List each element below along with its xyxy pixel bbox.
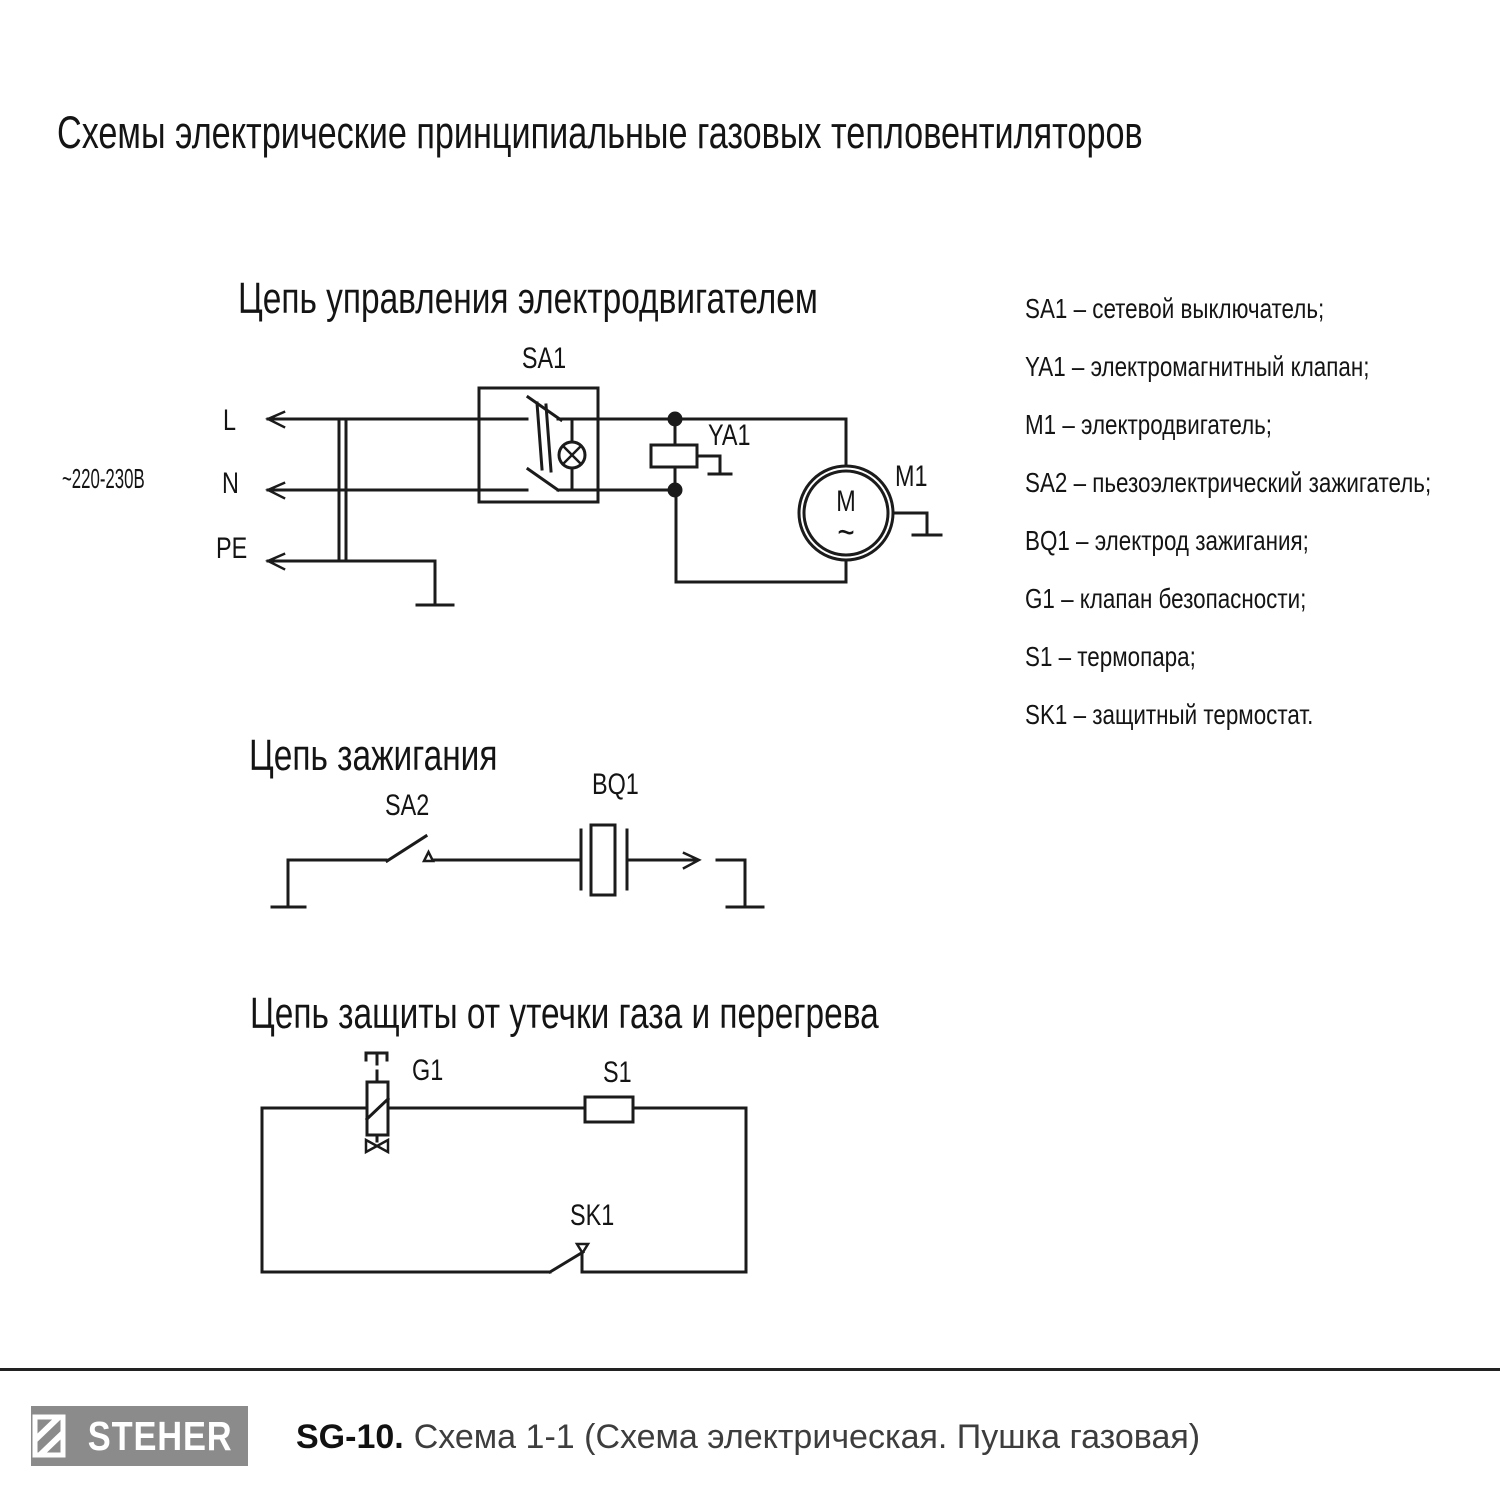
bq1-electrode-symbol	[581, 825, 627, 895]
legend-item-m1: M1 – электродвигатель;	[1025, 409, 1273, 440]
footer-divider	[0, 1368, 1500, 1371]
terminal-arrow-l	[268, 412, 478, 427]
legend-item-ya1: YA1 – электромагнитный клапан;	[1025, 351, 1370, 382]
ya1-ground-symbol	[697, 456, 720, 474]
label-sa2: SA2	[385, 789, 430, 822]
brand-name: STEHER	[88, 1412, 233, 1459]
sa2-pushbutton-symbol	[387, 836, 433, 861]
s1-thermocouple-symbol	[585, 1097, 633, 1122]
ignition-right-ground-symbol	[717, 860, 763, 907]
circuit3-title: Цепь защиты от утечки газа и перегрева	[250, 989, 879, 1038]
label-sk1: SK1	[570, 1199, 615, 1232]
circuit-protection	[262, 1053, 746, 1272]
brand-logo	[31, 1406, 248, 1466]
label-g1: G1	[412, 1054, 444, 1087]
g1-safety-valve-symbol	[366, 1053, 388, 1152]
circuit2-title: Цепь зажигания	[249, 731, 498, 780]
terminal-label-pe: PE	[216, 532, 248, 565]
motor-ground-symbol	[893, 513, 927, 535]
circuit-ignition	[272, 825, 763, 907]
voltage-label: ~220-230В	[62, 463, 145, 494]
sk1-thermostat-symbol	[550, 1244, 588, 1272]
legend-item-g1: G1 – клапан безопасности;	[1025, 583, 1307, 614]
spark-arrow	[627, 853, 699, 868]
terminal-arrow-pe	[268, 554, 435, 569]
legend-item-sk1: SK1 – защитный термостат.	[1025, 699, 1314, 730]
page-title: Схемы электрические принципиальные газовых тепловентиляторов	[57, 107, 1143, 158]
sa1-switch-symbol	[479, 388, 598, 502]
label-bq1: BQ1	[592, 768, 639, 801]
scheme-caption: Схема 1-1 (Схема электрическая. Пушка газовая)	[413, 1418, 1201, 1456]
label-sa1: SA1	[521, 342, 567, 375]
legend-item-s1: S1 – термопара;	[1025, 641, 1196, 672]
junction-dot	[669, 413, 681, 425]
pe-ground-symbol	[417, 561, 453, 605]
legend-item-bq1: BQ1 – электрод зажигания;	[1025, 525, 1309, 556]
brand-hatch-icon	[32, 1414, 66, 1458]
motor-letter: M	[836, 485, 856, 518]
legend	[1025, 295, 1500, 759]
terminal-label-l: L	[223, 404, 237, 437]
footer-caption	[296, 1420, 1200, 1454]
junction-dot	[669, 484, 681, 496]
circuit1-title: Цепь управления электродвигателем	[238, 274, 818, 323]
model-number: SG-10.	[296, 1418, 404, 1456]
label-m1: M1	[895, 460, 928, 493]
motor-wave-symbol: ~	[837, 512, 855, 554]
label-ya1: YA1	[708, 419, 751, 452]
ignition-left-ground-symbol	[272, 860, 305, 907]
label-s1: S1	[603, 1056, 632, 1089]
legend-item-sa2: SA2 – пьезоэлектрический зажигатель;	[1025, 467, 1432, 498]
legend-item-sa1: SA1 – сетевой выключатель;	[1025, 293, 1325, 324]
terminal-arrow-n	[268, 483, 478, 498]
terminal-label-n: N	[222, 467, 239, 500]
